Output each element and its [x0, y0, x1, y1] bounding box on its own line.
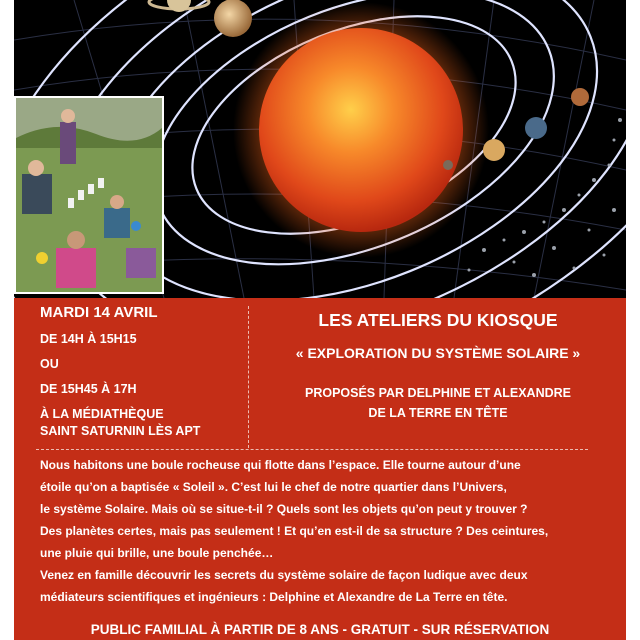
earth-icon	[525, 117, 547, 139]
workshop-title: LES ATELIERS DU KIOSQUE	[318, 310, 558, 330]
presenters-line-1: PROPOSÉS PAR DELPHINE ET ALEXANDRE	[304, 386, 571, 400]
description-line: Nous habitons une boule rocheuse qui flotte dans l’espace. Elle tourne autour d’une	[40, 458, 521, 472]
presenters-line-2: DE LA TERRE EN TÊTE	[368, 406, 508, 420]
audience-banner: PUBLIC FAMILIAL À PARTIR DE 8 ANS - GRATUIT - SUR RÉSERVATION	[90, 622, 550, 637]
description-line: Venez en famille découvrir les secrets du système solaire de façon ludique avec deux	[40, 568, 528, 582]
info-panel	[14, 298, 626, 640]
description-line: Des planètes certes, mais pas seulement ! Et qu’en est-il de sa structure ? Des ceintures,	[40, 524, 549, 538]
workshop-header	[252, 306, 624, 423]
event-date: MARDI 14 AVRIL	[40, 304, 158, 321]
description-line: médiateurs scientifiques et ingénieurs : Delphine et Alexandre de La Terre en tête.	[40, 590, 508, 604]
or-label: OU	[40, 357, 59, 371]
horizontal-divider	[36, 449, 588, 450]
mercury-icon	[443, 160, 453, 170]
description	[40, 454, 620, 608]
vertical-divider	[248, 306, 249, 448]
description-line: le système Solaire. Mais où se situe-t-il ? Quels sont les objets qu’on peut y trouver ?	[40, 502, 528, 516]
sun-icon	[259, 28, 463, 232]
venue-line-2: SAINT SATURNIN LÈS APT	[40, 424, 201, 438]
event-details	[40, 304, 200, 440]
venus-icon	[483, 139, 505, 161]
time-slot-1: DE 14H À 15H15	[40, 332, 137, 346]
workshop-photo	[14, 96, 164, 294]
venue-line-1: À LA MÉDIATHÈQUE	[40, 407, 164, 421]
description-line: une pluie qui brille, une boule penchée…	[40, 546, 274, 560]
mars-icon	[571, 88, 589, 106]
workshop-subtitle: « EXPLORATION DU SYSTÈME SOLAIRE »	[295, 345, 581, 361]
description-line: étoile qu’on a baptisée « Soleil ». C’est lui le chef de notre quartier dans l’Univers,	[40, 480, 507, 494]
jupiter-icon	[214, 0, 252, 37]
time-slot-2: DE 15H45 À 17H	[40, 382, 137, 396]
